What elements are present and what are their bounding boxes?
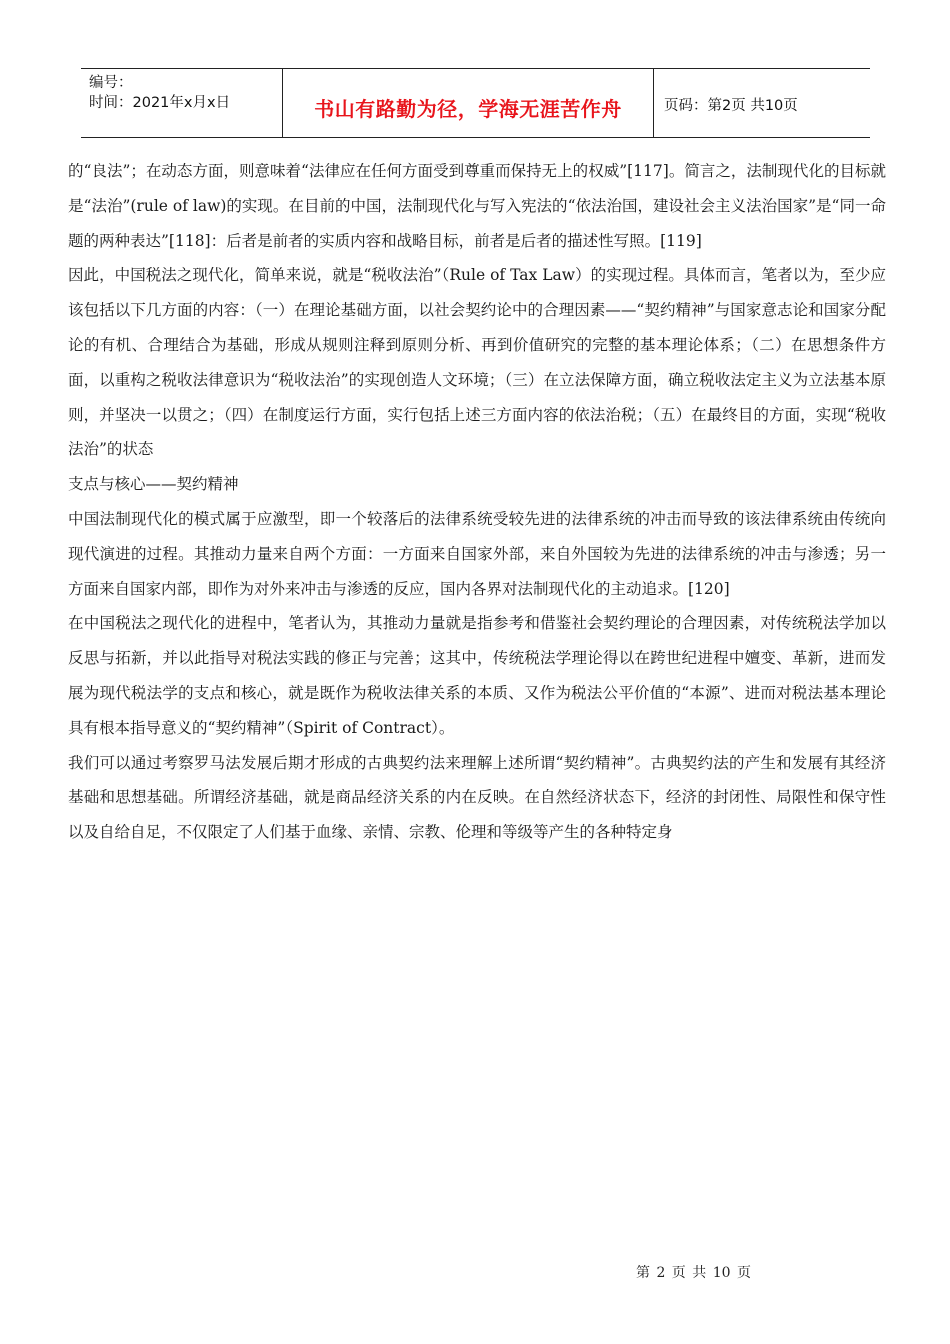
document-date: 时间：2021年x月x日 <box>89 95 231 111</box>
paragraph: 在中国税法之现代化的进程中，笔者认为，其推动力量就是指参考和借鉴社会契约理论的合理因素，对传统税法学加以反思与拓新，并以此指导对税法实践的修正与完善；这其中，传统税法学理论得以在跨世纪进程中嬗变、革新，进而发展为现代税法学的支点和核心，就是既作为税收法律关系的本质、又作为税法公平价值的“本源”、进而对税法基本理论具有根本指导意义的“契约精神”（Spirit of Contract）。 <box>68 614 886 737</box>
header-meta <box>81 69 282 137</box>
page-header <box>81 68 870 138</box>
header-motto-cell <box>282 69 654 137</box>
paragraph: 因此，中国税法之现代化，简单来说，就是“税收法治”（Rule of Tax Law）的实现过程。具体而言，笔者以为，至少应该包括以下几方面的内容：（一）在理论基础方面，以社会契约论中的合理因素——“契约精神”与国家意志论和国家分配论的有机、合理结合为基础，形成从规则注释到原则分析、再到价值研究的完整的基本理论体系；（二）在思想条件方面，以重构之税收法律意识为“税收法治”的实现创造人文环境；（三）在立法保障方面，确立税收法定主义为立法基本原则，并坚决一以贯之；（四）在制度运行方面，实行包括上述三方面内容的依法治税；（五）在最终目的方面，实现“税收法治”的状态 <box>68 266 886 459</box>
document-number-label: 编号： <box>89 75 133 91</box>
paragraph: 中国法制现代化的模式属于应激型，即一个较落后的法律系统受较先进的法律系统的冲击而导致的该法律系统由传统向现代演进的过程。其推动力量来自两个方面：一方面来自国家外部，来自外国较为先进的法律系统的冲击与渗透；另一方面来自国家内部，即作为对外来冲击与渗透的反应，国内各界对法制现代化的主动追求。[120] <box>68 509 886 598</box>
header-motto: 书山有路勤为径，学海无涯苦作舟 <box>314 96 622 121</box>
page-footer: 第 2 页 共 10 页 <box>636 1265 751 1281</box>
section-heading: 支点与核心——契约精神 <box>68 475 239 494</box>
paragraph: 的“良法”；在动态方面，则意味着“法律应在任何方面受到尊重而保持无上的权威”[117]。简言之，法制现代化的目标就是“法治”(rule of law)的实现。在目前的中国，法制现代化与写入宪法的“依法治国，建设社会主义法治国家”是“同一命题的两种表达”[118]：后者是前者的实质内容和战略目标，前者是后者的描述性写照。[119] <box>68 162 886 250</box>
paragraph: 我们可以通过考察罗马法发展后期才形成的古典契约法来理解上述所谓“契约精神”。古典契约法的产生和发展有其经济基础和思想基础。所谓经济基础，就是商品经济关系的内在反映。在自然经济状态下，经济的封闭性、局限性和保守性以及自给自足，不仅限定了人们基于血缘、亲情、宗教、伦理和等级等产生的各种特定身 <box>68 753 886 842</box>
document-body <box>68 154 886 850</box>
header-page-info: 页码：第2页 共10页 <box>664 97 798 114</box>
